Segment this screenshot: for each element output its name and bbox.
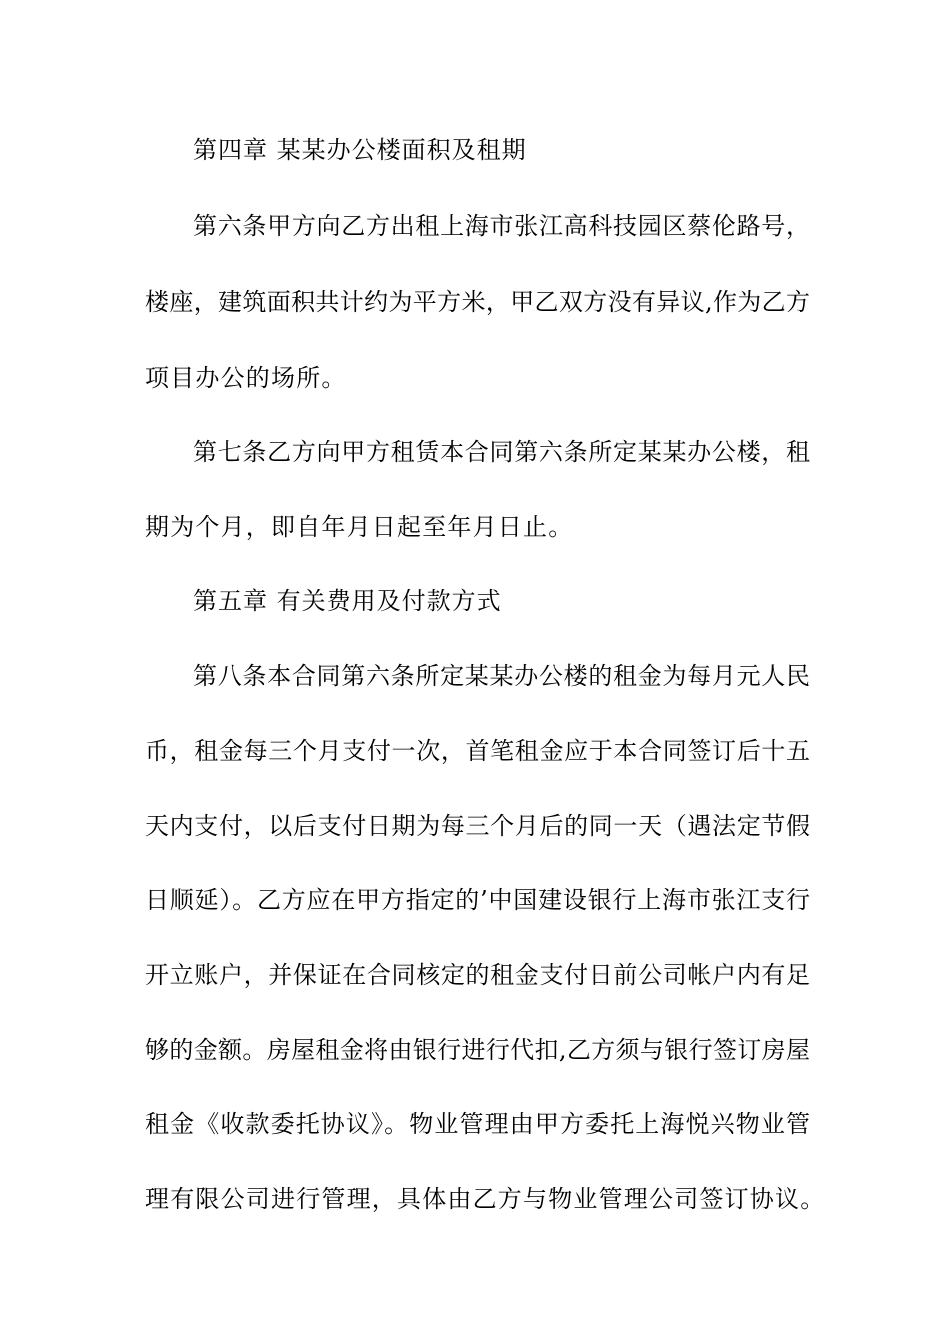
article-8-line-3: 天内支付，以后支付日期为每三个月后的同一天（遇法定节假 (145, 812, 810, 840)
article-8-line-7: 租金《收款委托协议》。物业管理由甲方委托上海悦兴物业管 (145, 1110, 810, 1138)
article-7-line-2: 期为个月，即自年月日起至年月日止。 (145, 513, 574, 541)
article-6-line-3: 项目办公的场所。 (145, 364, 347, 392)
article-8-line-4: 日顺延）。乙方应在甲方指定的’中国建设银行上海市张江支行 (145, 886, 810, 914)
article-8-line-1: 第八条本合同第六条所定某某办公楼的租金为每月元人民 (193, 662, 810, 690)
article-6-line-1: 第六条甲方向乙方出租上海市张江高科技园区蔡伦路号， (193, 212, 810, 240)
article-8-line-5: 开立账户，并保证在合同核定的租金支付日前公司帐户内有足 (145, 961, 810, 989)
article-7-line-1: 第七条乙方向甲方租赁本合同第六条所定某某办公楼，租 (193, 438, 810, 466)
article-6-line-2: 楼座，建筑面积共计约为平方米，甲乙双方没有异议,作为乙方 (145, 288, 810, 316)
chapter-5-heading: 第五章 有关费用及付款方式 (193, 587, 502, 615)
article-8-line-6: 够的金额。房屋租金将由银行进行代扣,乙方须与银行签订房屋 (145, 1036, 810, 1064)
article-8-line-2: 币，租金每三个月支付一次，首笔租金应于本合同签订后十五 (145, 737, 810, 765)
article-8-line-8: 理有限公司进行管理，具体由乙方与物业管理公司签订协议。 (145, 1185, 826, 1213)
chapter-4-heading: 第四章 某某办公楼面积及租期 (193, 136, 527, 164)
